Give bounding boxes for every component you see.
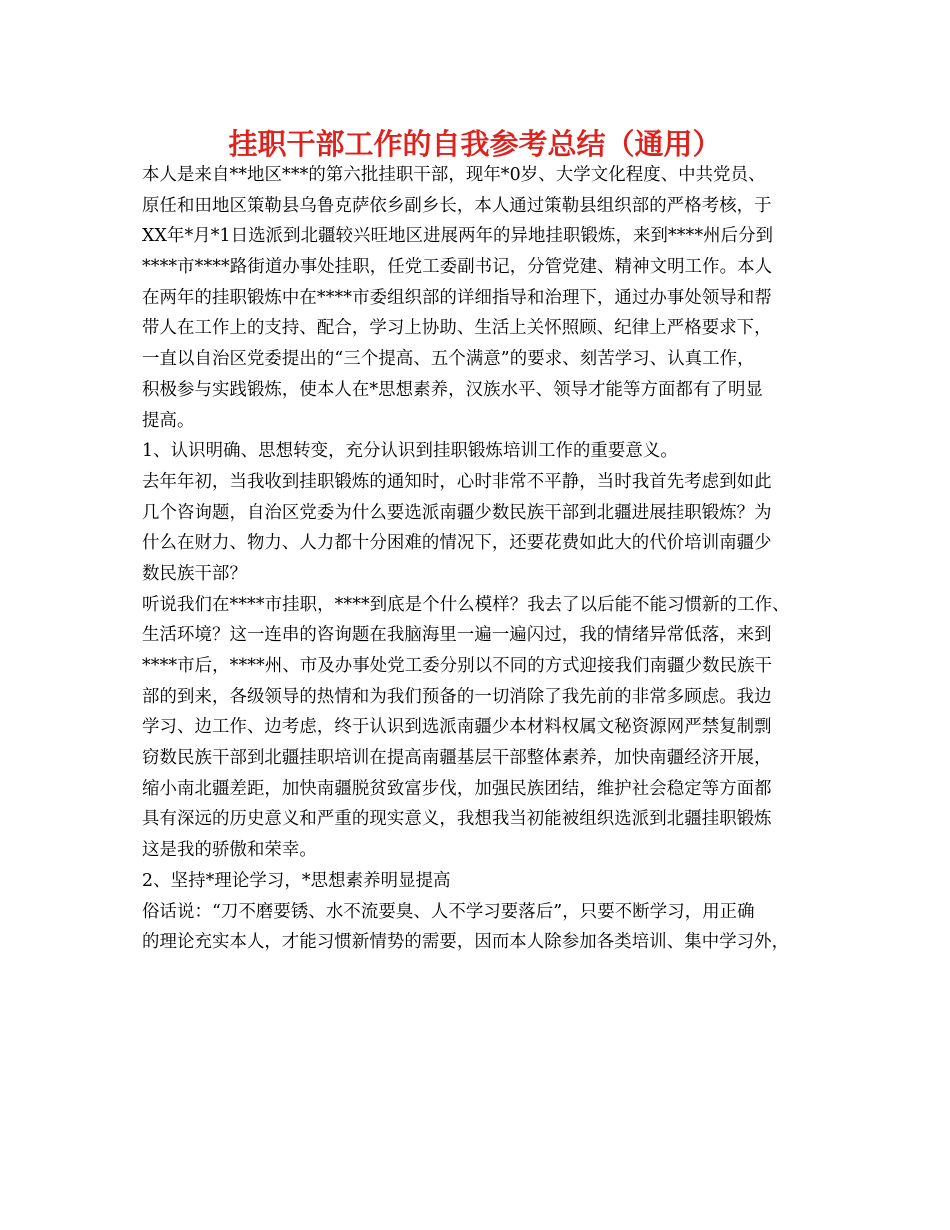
section-heading: 2、坚持*理论学习，*思想素养明显提高 (142, 870, 451, 891)
paragraph-line: 积极参与实践锻炼，使本人在*思想素养，汉族水平、领导才能等方面都有了明显 (142, 379, 763, 400)
paragraph-line: 的理论充实本人，才能习惯新情势的需要，因而本人除参加各类培训、集中学习外， (142, 932, 790, 953)
paragraph-line: 带人在工作上的支持、配合，学习上协助、生活上关怀照顾、纪律上严格要求下， (142, 318, 772, 339)
paragraph-line: 在两年的挂职锻炼中在****市委组织部的详细指导和治理下，通过办事处领导和帮 (142, 287, 772, 308)
paragraph-line: 一直以自治区党委提出的“三个提高、五个满意”的要求、刻苦学习、认真工作， (142, 349, 755, 370)
document-body (142, 160, 832, 958)
paragraph-line: 原任和田地区策勒县乌鲁克萨依乡副乡长，本人通过策勒县组织部的严格考核，于 (142, 195, 772, 216)
paragraph-line: 窃数民族干部到北疆挂职培训在提高南疆基层干部整体素养，加快南疆经济开展， (142, 748, 772, 769)
paragraph-line: 缩小南北疆差距，加快南疆脱贫致富步伐，加强民族团结，维护社会稳定等方面都 (142, 778, 772, 799)
paragraph-line: 具有深远的历史意义和严重的现实意义，我想我当初能被组织选派到北疆挂职锻炼 (142, 809, 772, 830)
document-title: 挂职干部工作的自我参考总结（通用） (228, 127, 722, 161)
paragraph-line: 本人是来自**地区***的第六批挂职干部，现年*0岁、大学文化程度、中共党员、 (142, 165, 766, 185)
paragraph-line: 生活环境？这一连串的咨询题在我脑海里一遍一遍闪过，我的情绪异常低落，来到 (142, 625, 772, 646)
paragraph-line: ****市****路街道办事处挂职，任党工委副书记，分管党建、精神文明工作。本人 (142, 257, 773, 278)
paragraph-line: 俗话说：“刀不磨要锈、水不流要臭、人不学习要落后”，只要不断学习，用正确 (142, 901, 755, 922)
paragraph-line: 什么在财力、物力、人力都十分困难的情况下，还要花费如此大的代价培训南疆少 (142, 533, 772, 554)
paragraph-line: 部的到来，各级领导的热情和为我们预备的一切消除了我先前的非常多顾虑。我边 (142, 686, 772, 707)
paragraph-line: 去年年初，当我收到挂职锻炼的通知时，心时非常不平静，当时我首先考虑到如此 (142, 471, 772, 492)
paragraph-line: 数民族干部？ (142, 563, 247, 584)
paragraph-line: ****市后，****州、市及办事处党工委分别以不同的方式迎接我们南疆少数民族干 (142, 656, 773, 676)
paragraph-line: 提高。 (142, 410, 195, 431)
paragraph-line: 听说我们在****市挂职，****到底是个什么模样？我去了以后能不能习惯新的工作、 (142, 594, 790, 615)
paragraph-line: XX年*月*1日选派到北疆较兴旺地区进展两年的异地挂职锻炼，来到****州后分到 (142, 226, 774, 247)
section-heading: 1、认识明确、思想转变，充分认识到挂职锻炼培训工作的重要意义。 (142, 441, 678, 462)
paragraph-line: 几个咨询题，自治区党委为什么要选派南疆少数民族干部到北疆进展挂职锻炼？为 (142, 502, 772, 523)
paragraph-line: 这是我的骄傲和荣幸。 (142, 840, 317, 861)
paragraph-line: 学习、边工作、边考虑，终于认识到选派南疆少本材料权属文秘资源网严禁复制剽 (142, 717, 772, 738)
